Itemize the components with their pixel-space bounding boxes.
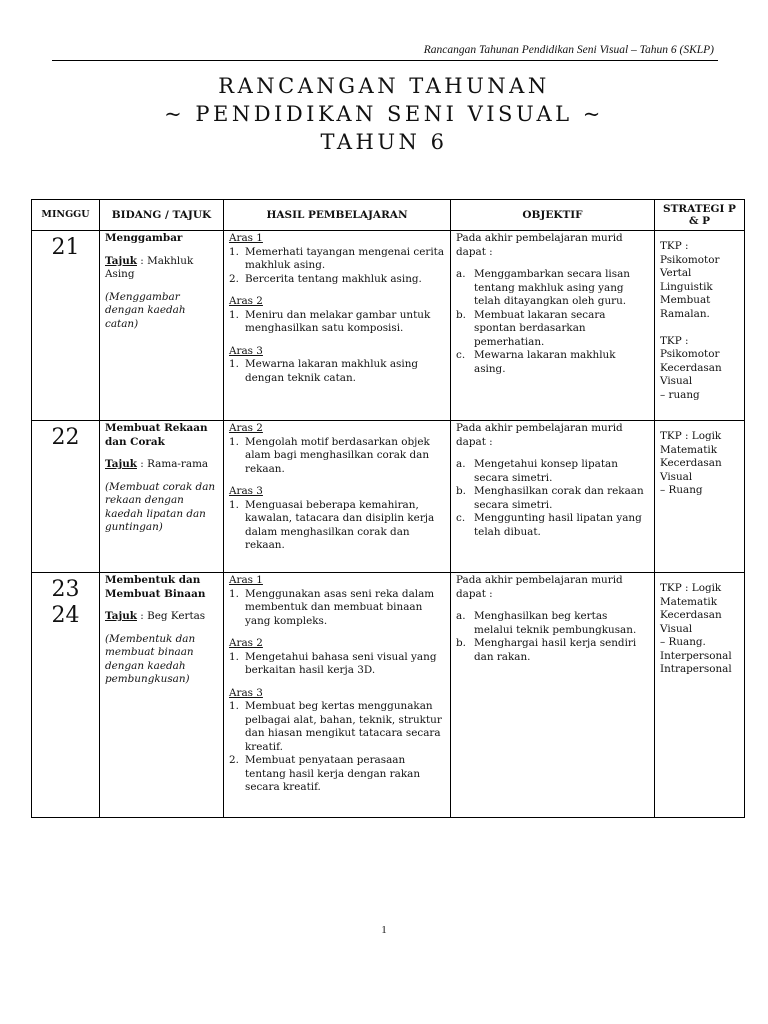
- list-item-text: Menggambarkan secara lisan tentang makhluk asing yang telah ditayangkan oleh guru.: [474, 268, 630, 307]
- list-item: 1. Meniru dan melakar gambar untuk menghasilkan satu komposisi.: [229, 309, 445, 336]
- title-line-3: TAHUN 6: [320, 130, 448, 154]
- list-item-text: Mewarna lakaran makhluk asing dengan teknik catan.: [245, 358, 419, 384]
- list-item-text: Mengolah motif berdasarkan objek alam bagi menghasilkan corak dan rekaan.: [245, 435, 430, 475]
- list-item-text: Meniru dan melakar gambar untuk menghasilkan satu komposisi.: [245, 308, 431, 334]
- table-row: [32, 231, 745, 421]
- list-marker: b.: [456, 637, 466, 649]
- strategi-line: Psikomotor: [660, 253, 720, 266]
- plan-table: [31, 199, 745, 818]
- strategi-line: Visual: [660, 470, 693, 483]
- list-item: [456, 349, 649, 376]
- list-item-text: Menghasilkan beg kertas melalui teknik pembungkusan.: [474, 610, 637, 636]
- strategi-line: TKP :: [660, 334, 689, 347]
- col-header-bidang: BIDANG / TAJUK: [100, 200, 224, 231]
- strategi-line: Kecerdasan: [660, 457, 722, 469]
- bidang-cell: [100, 231, 224, 421]
- strategi-line: TKP : Logik: [660, 582, 722, 594]
- tajuk-label: Tajuk: [105, 458, 137, 470]
- list-item-text: Menggunting hasil lipatan yang telah dibuat.: [474, 512, 642, 538]
- list-item: 1. Menguasai beberapa kemahiran, kawalan, tatacara dan disiplin kerja dalam menghasilkan corak dan rekaan.: [229, 499, 445, 553]
- list-marker: c.: [456, 349, 466, 361]
- col-header-hasil: HASIL PEMBELAJARAN: [224, 200, 451, 231]
- list-marker: a.: [456, 458, 466, 470]
- strategi-line: – Ruang: [660, 484, 703, 496]
- bidang-note: (Membentuk dan membuat binaan dengan kaedah pembungkusan): [105, 632, 196, 685]
- bidang-cell: [100, 573, 224, 818]
- tajuk-value: : Rama-rama: [140, 458, 209, 470]
- strategi-line: Ramalan.: [660, 307, 710, 320]
- page-number: 1: [381, 924, 387, 936]
- list-item: 2. Bercerita tentang makhluk asing.: [229, 272, 422, 285]
- list-item-text: Menghargai hasil kerja sendiri dan rakan.: [474, 637, 637, 663]
- col-header-strategi: STRATEGI P & P: [655, 200, 745, 231]
- bidang-title: Membentuk dan Membuat Binaan: [105, 574, 206, 600]
- strategi-line: Psikomotor: [660, 348, 720, 360]
- tajuk-value: : Makhluk Asing: [105, 254, 194, 280]
- strategi-line: Linguistik: [660, 280, 713, 293]
- list-item: 1. Memerhati tayangan mengenai cerita makhluk asing.: [229, 245, 445, 271]
- col-header-minggu: MINGGU: [32, 200, 100, 231]
- strategi-line: Kecerdasan: [660, 609, 722, 621]
- hasil-cell: [224, 573, 451, 818]
- tajuk: [105, 610, 218, 624]
- week-number: 22: [51, 425, 80, 450]
- list-item-text: Membuat beg kertas menggunakan pelbagai alat, bahan, teknik, struktur dan hiasan mengikut tatacara secara kreatif.: [245, 700, 442, 753]
- objektif-intro: Pada akhir pembelajaran murid dapat :: [456, 422, 623, 448]
- week-cell: [32, 421, 100, 573]
- bidang-note: (Membuat corak dan rekaan dengan kaedah lipatan dan guntingan): [105, 480, 216, 533]
- strategi-line: – Ruang.: [660, 636, 706, 648]
- aras-label: Aras 3: [229, 344, 263, 357]
- strategi-line: Intrapersonal: [660, 663, 732, 675]
- title-line-1: RANCANGAN TAHUNAN: [218, 74, 550, 98]
- list-item-text: Memerhati tayangan mengenai cerita makhluk asing.: [245, 245, 445, 271]
- list-item: [456, 268, 649, 309]
- list-item: [456, 485, 649, 512]
- list-item-text: Menggunakan asas seni reka dalam membentuk dan membuat binaan yang kompleks.: [245, 587, 435, 627]
- bidang-title: Membuat Rekaan dan Corak: [105, 422, 208, 448]
- strategi-cell: [655, 421, 745, 573]
- header-rule: [52, 60, 718, 61]
- week-cell: [32, 573, 100, 818]
- week-number: 24: [51, 603, 80, 628]
- aras-label: Aras 3: [229, 686, 263, 699]
- list-item-text: Menguasai beberapa kemahiran, kawalan, tatacara dan disiplin kerja dalam menghasilkan corak dan rekaan.: [245, 498, 435, 551]
- hasil-cell: [224, 421, 451, 573]
- list-item: [456, 458, 649, 485]
- tajuk-value: : Beg Kertas: [140, 610, 206, 622]
- list-item: 1. Membuat beg kertas menggunakan pelbagai alat, bahan, teknik, struktur dan hiasan mengikut tatacara secara kreatif.: [229, 700, 445, 754]
- strategi-line: Kecerdasan: [660, 361, 722, 374]
- hasil-cell: [224, 231, 451, 421]
- list-item: 2. Membuat penyataan perasaan tentang hasil kerja dengan rakan secara kreatif.: [229, 754, 445, 795]
- objektif-cell: [451, 421, 655, 573]
- strategi-line: TKP : Logik: [660, 430, 722, 442]
- tajuk: [105, 458, 218, 472]
- list-marker: b.: [456, 308, 466, 321]
- aras-label: Aras 2: [229, 637, 263, 649]
- strategi-line: Vertal: [660, 267, 692, 279]
- week-cell: [32, 231, 100, 421]
- strategi-line: Matematik: [660, 595, 718, 608]
- list-marker: a.: [456, 268, 466, 280]
- list-item-text: Menghasilkan corak dan rekaan secara simetri.: [474, 485, 644, 511]
- strategi-line: Interpersonal: [660, 649, 732, 662]
- list-item-text: Membuat penyataan perasaan tentang hasil kerja dengan rakan secara kreatif.: [245, 754, 421, 793]
- list-item: 1. Menggunakan asas seni reka dalam membentuk dan membuat binaan yang kompleks.: [229, 588, 445, 629]
- table-row: [32, 573, 745, 818]
- aras-label: Aras 1: [229, 574, 263, 586]
- list-item: 1. Mewarna lakaran makhluk asing dengan teknik catan.: [229, 358, 445, 385]
- objektif-intro: Pada akhir pembelajaran murid dapat :: [456, 232, 623, 258]
- tajuk: [105, 255, 218, 282]
- objektif-intro: Pada akhir pembelajaran murid dapat :: [456, 574, 623, 600]
- bidang-title: Menggambar: [105, 232, 183, 244]
- list-item: [456, 637, 649, 664]
- aras-label: Aras 3: [229, 485, 263, 497]
- strategi-line: TKP :: [660, 240, 689, 252]
- list-item-text: Bercerita tentang makhluk asing.: [245, 272, 422, 285]
- bidang-note: (Menggambar dengan kaedah catan): [105, 290, 186, 330]
- list-marker: c.: [456, 512, 466, 524]
- list-marker: a.: [456, 610, 466, 622]
- bidang-cell: [100, 421, 224, 573]
- aras-label: Aras 2: [229, 295, 263, 307]
- list-item: [456, 309, 649, 350]
- week-number: 23: [51, 577, 80, 602]
- strategi-line: Membuat: [660, 294, 711, 306]
- list-item-text: Mengetahui konsep lipatan secara simetri.: [474, 458, 618, 484]
- list-marker: b.: [456, 485, 466, 497]
- running-header: Rancangan Tahunan Pendidikan Seni Visual – Tahun 6 (SKLP): [423, 44, 714, 56]
- list-item-text: Mengetahui bahasa seni visual yang berkaitan hasil kerja 3D.: [245, 650, 437, 676]
- week-number: 21: [51, 235, 80, 260]
- strategi-line: – ruang: [660, 388, 700, 401]
- strategi-cell: [655, 573, 745, 818]
- aras-label: Aras 2: [229, 422, 263, 434]
- objektif-cell: [451, 573, 655, 818]
- strategi-line: Visual: [660, 622, 693, 635]
- strategi-line: [660, 321, 739, 335]
- list-item: 1. Mengolah motif berdasarkan objek alam bagi menghasilkan corak dan rekaan.: [229, 436, 445, 477]
- strategi-cell: [655, 231, 745, 421]
- strategi-line: Visual: [660, 375, 693, 387]
- list-item: 1. Mengetahui bahasa seni visual yang berkaitan hasil kerja 3D.: [229, 651, 445, 678]
- tajuk-label: Tajuk: [105, 610, 137, 622]
- header-row: [32, 200, 745, 231]
- tajuk-label: Tajuk: [105, 254, 137, 267]
- list-item-text: Mewarna lakaran makhluk asing.: [474, 349, 616, 375]
- list-item-text: Membuat lakaran secara spontan berdasarkan pemerhatian.: [474, 308, 606, 348]
- list-item: [456, 512, 649, 539]
- strategi-line: Matematik: [660, 443, 718, 456]
- objektif-cell: [451, 231, 655, 421]
- aras-label: Aras 1: [229, 232, 263, 244]
- title-line-2: ~ PENDIDIKAN SENI VISUAL ~: [164, 102, 604, 126]
- list-item: [456, 610, 649, 637]
- col-header-objektif: OBJEKTIF: [451, 200, 655, 231]
- table-row: [32, 421, 745, 573]
